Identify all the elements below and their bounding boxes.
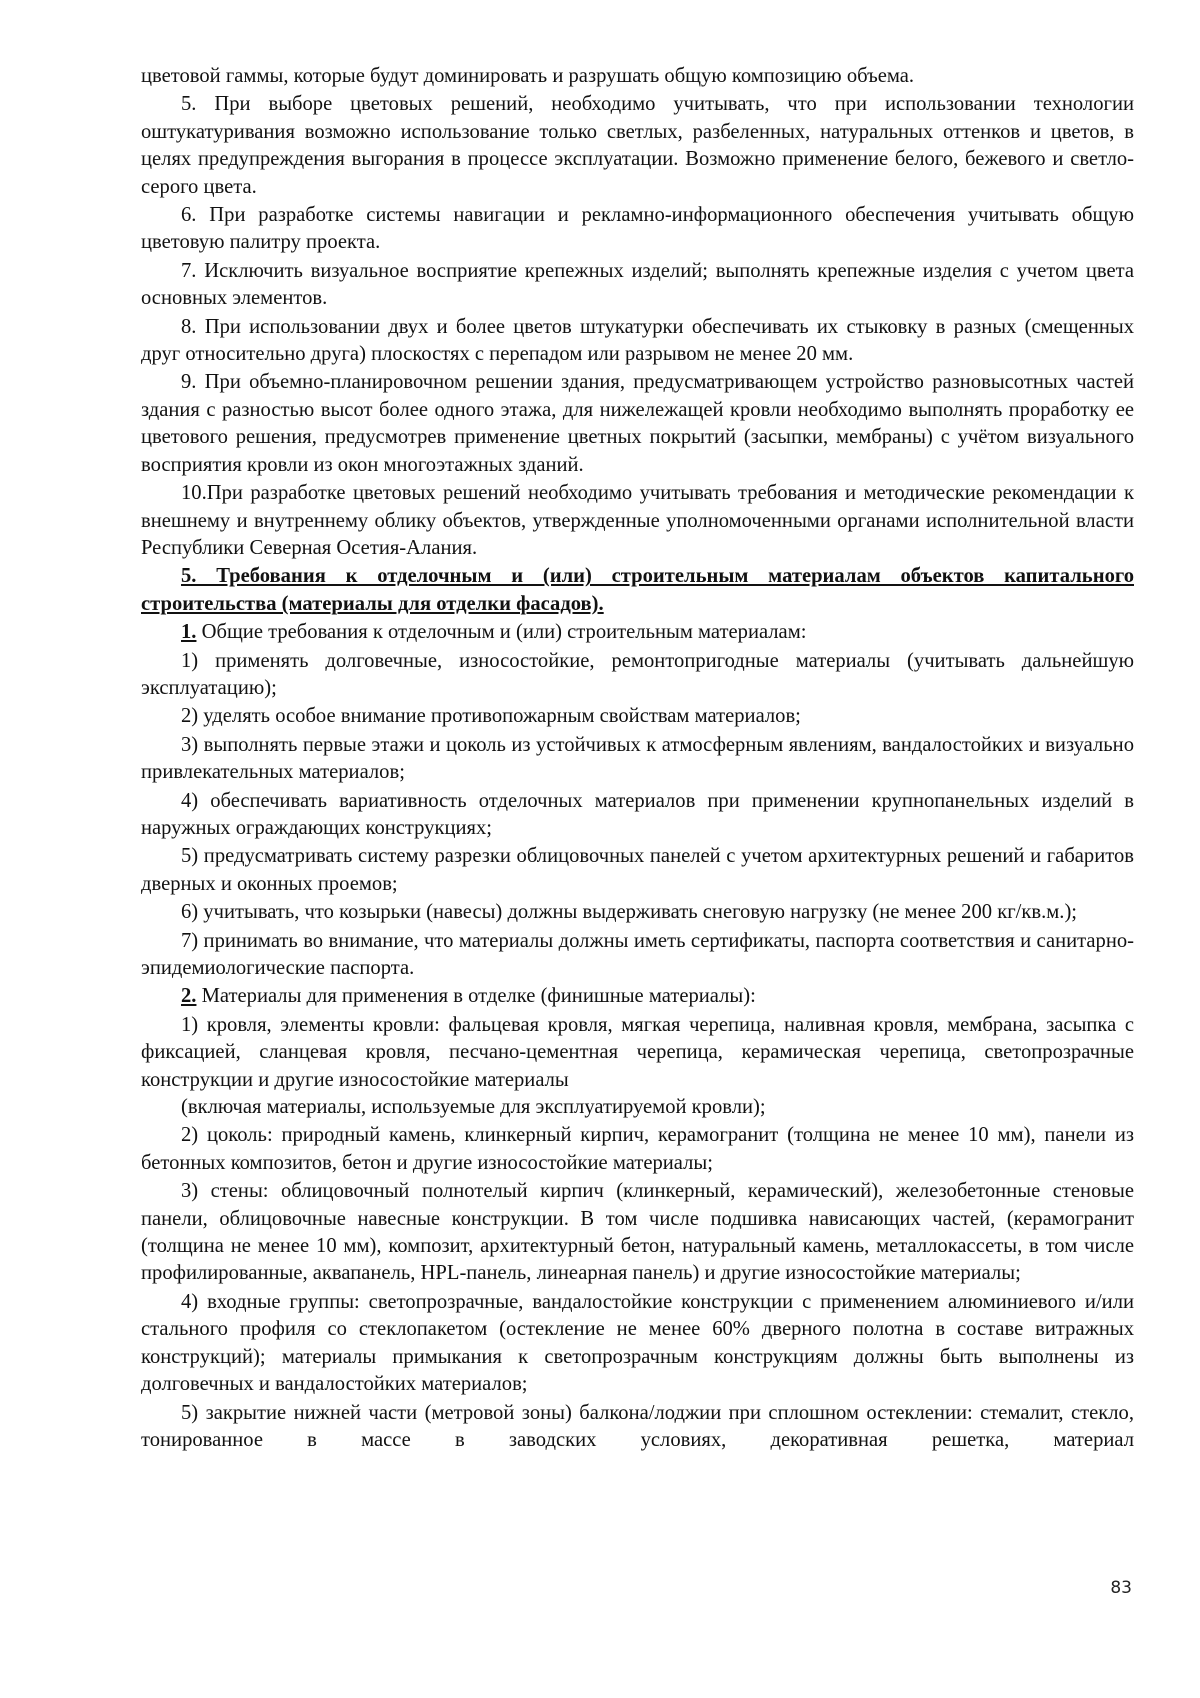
list-item: 2) цоколь: природный камень, клинкерный кирпич, керамогранит (толщина не менее 10 мм), панели из бетонных композитов, бетон и другие износостойкие материалы; — [141, 1124, 1134, 1174]
subsection-number: 1. — [181, 621, 197, 644]
list-item-continuation: (включая материалы, используемые для эксплуатируемой кровли); — [181, 1096, 766, 1119]
paragraph-item-10: 10.При разработке цветовых решений необходимо учитывать требования и методические рекомендации к внешнему и внутреннему облику объектов, утвержденные уполномоченными органами исполнительной власти Республики Северная Осетия-Алания. — [141, 482, 1134, 559]
list-item: 5) предусматривать систему разрезки облицовочных панелей с учетом архитектурных решений и габаритов дверных и оконных проемов; — [141, 845, 1134, 895]
list-item: 3) выполнять первые этажи и цоколь из устойчивых к атмосферным явлениям, вандалостойких и визуально привлекательных материалов; — [141, 733, 1134, 784]
paragraph-item-7: 7. Исключить визуальное восприятие крепежных изделий; выполнять крепежные изделия с учетом цвета основных элементов. — [141, 259, 1134, 310]
list-item: 3) стены: облицовочный полнотелый кирпич (клинкерный, керамический), железобетонные стеновые панели, облицовочные навесные конструкции. В том числе подшивка нависающих частей, (керамогранит (толщина не менее 10 мм), композит, архитектурный бетон, натуральный камень, металлокассеты, в том числе профилированные, аквапанель, HPL-панель, линеарная панель) и другие износостойкие материалы; — [141, 1180, 1134, 1285]
paragraph-item-9: 9. При объемно-планировочном решении здания, предусматривающем устройство разновысотных частей здания с разностью высот более одного этажа, для нижележащей кровли необходимо выполнять проработку ее цветового решения, предусмотрев применение цветных покрытий (засыпки, мембраны) с учётом визуального восприятия кровли из окон многоэтажных зданий. — [141, 371, 1134, 476]
paragraph-item-8: 8. При использовании двух и более цветов штукатурки обеспечивать их стыковку в разных (смещенных друг относительно друга) плоскостях с перепадом или разрывом не менее 20 мм. — [141, 315, 1134, 366]
list-item: 4) обеспечивать вариативность отделочных материалов при применении крупнопанельных изделий в наружных ограждающих конструкциях; — [141, 789, 1134, 839]
section-heading: 5. Требования к отделочным и (или) строительным материалам объектов капитального строительства (материалы для отделки фасадов). — [141, 565, 1134, 615]
subsection-text: Материалы для применения в отделке (финишные материалы): — [196, 985, 756, 1008]
list-item: 7) принимать во внимание, что материалы должны иметь сертификаты, паспорта соответствия и санитарно-эпидемиологические паспорта. — [141, 929, 1134, 979]
page-text — [141, 63, 1134, 1454]
list-item: 2) уделять особое внимание противопожарным свойствам материалов; — [181, 705, 801, 728]
subsection-2 — [141, 983, 1134, 1010]
list-item: 1) применять долговечные, износостойкие, ремонтопригодные материалы (учитывать дальнейшую эксплуатацию); — [141, 649, 1134, 699]
subsection-number: 2. — [181, 985, 197, 1008]
paragraph-continuation: цветовой гаммы, которые будут доминировать и разрушать общую композицию объема. — [141, 65, 915, 87]
list-item: 1) кровля, элементы кровли: фальцевая кровля, мягкая черепица, наливная кровля, мембрана, засыпка с фиксацией, сланцевая кровля, песчано-цементная черепица, керамическая черепица, светопрозрачные конструкции и другие износостойкие материалы — [141, 1013, 1134, 1091]
paragraph-item-5: 5. При выборе цветовых решений, необходимо учитывать, что при использовании технологии оштукатуривания возможно использование только светлых, разбеленных, натуральных оттенков и цветов, в целях предупреждения выгорания в процессе эксплуатации. Возможно применение белого, бежевого и светло-серого цвета. — [141, 93, 1134, 198]
page-number: 83 — [1110, 1578, 1132, 1598]
paragraph-item-6: 6. При разработке системы навигации и рекламно-информационного обеспечения учитывать общую цветовую палитру проекта. — [141, 204, 1134, 254]
list-item: 4) входные группы: светопрозрачные, вандалостойкие конструкции с применением алюминиевого и/или стального профиля со стеклопакетом (остекление не менее 60% дверного полотна в составе витражных конструкций); материалы примыкания к светопрозрачным конструкциям должны быть выполнены из долговечных и вандалостойких материалов; — [141, 1290, 1134, 1396]
subsection-text: Общие требования к отделочным и (или) строительным материалам: — [196, 621, 807, 644]
subsection-1 — [141, 619, 1134, 646]
list-item: 6) учитывать, что козырьки (навесы) должны выдерживать снеговую нагрузку (не менее 200 кг/кв.м.); — [181, 901, 1078, 924]
list-item: 5) закрытие нижней части (метровой зоны) балкона/лоджии при сплошном остеклении: стемалит, стекло, тонированное в массе в заводских условиях, декоративная решетка, материал — [141, 1401, 1134, 1451]
